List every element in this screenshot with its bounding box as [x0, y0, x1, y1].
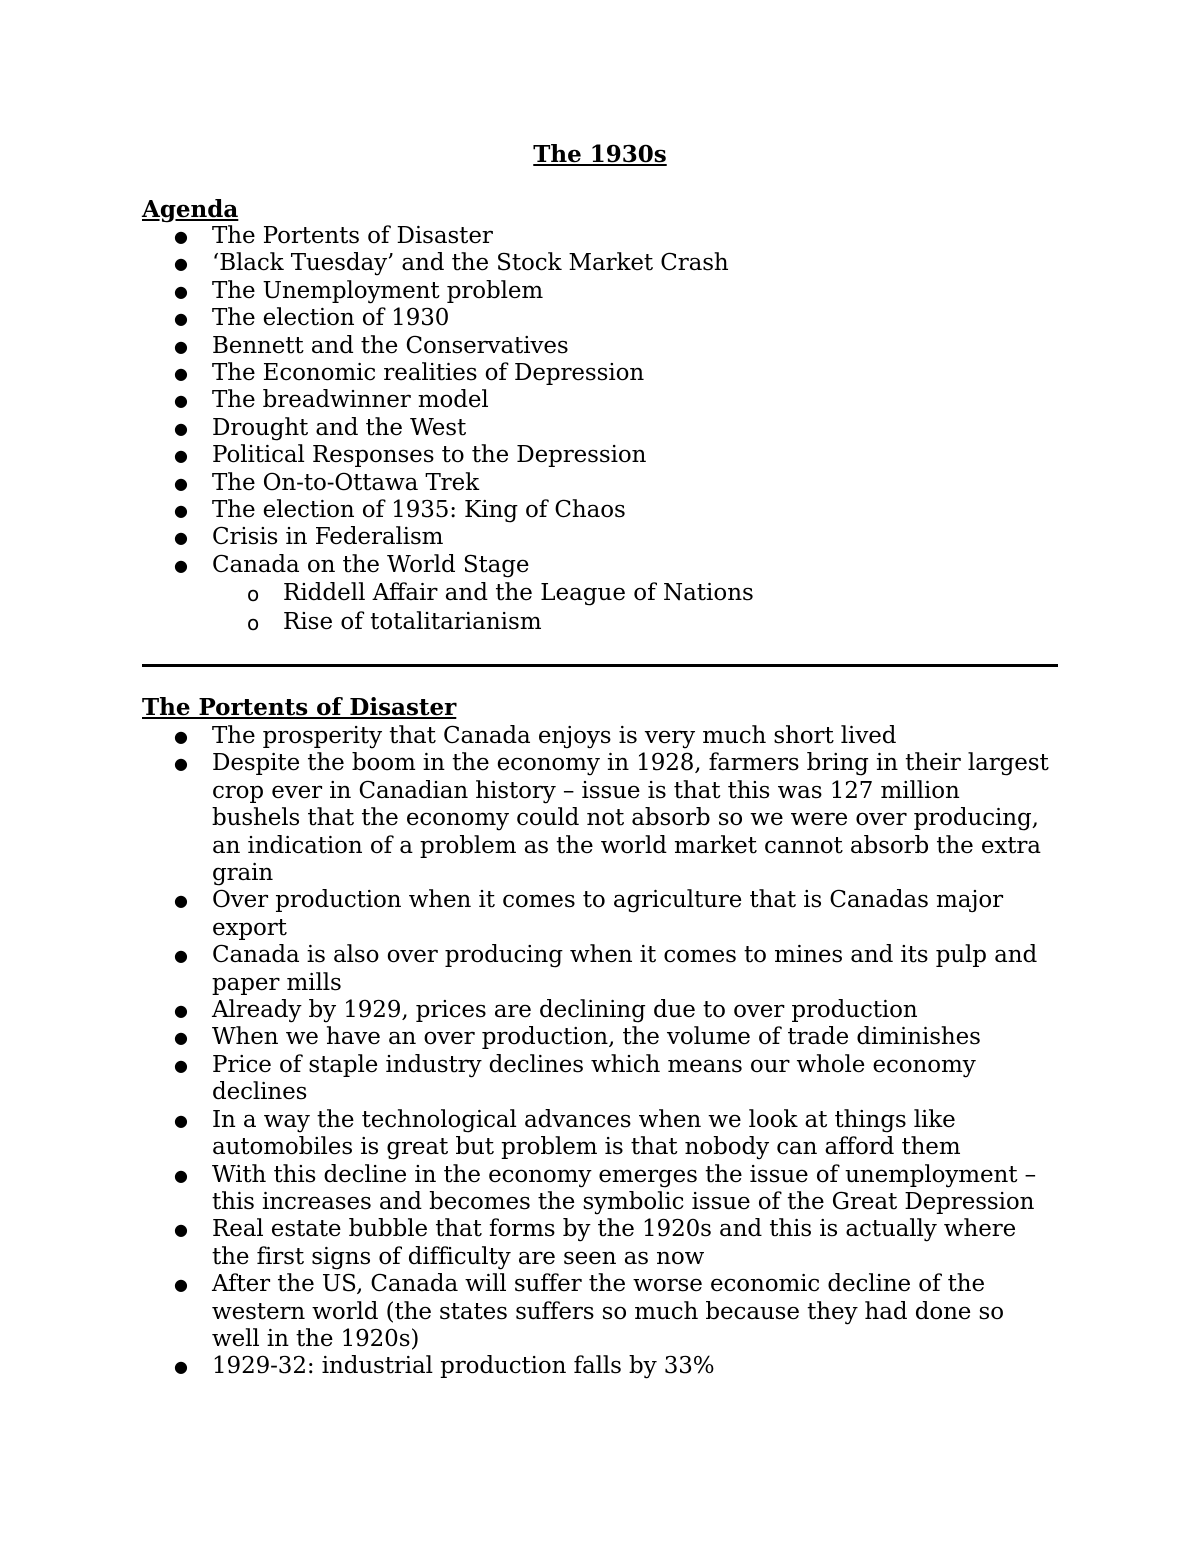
- bullet-icon: ●: [174, 391, 188, 411]
- bullet-icon: ●: [174, 446, 188, 466]
- bullet-icon: ●: [174, 336, 188, 356]
- bullet-icon: ●: [174, 501, 188, 521]
- bullet-icon: ●: [174, 1275, 188, 1295]
- bullet-icon: ●: [174, 1110, 188, 1130]
- portents-item-text: Price of staple industry declines which means our whole economy declines: [212, 1051, 976, 1106]
- bullet-icon: ●: [174, 754, 188, 774]
- bullet-icon: ●: [174, 946, 188, 966]
- agenda-item: [142, 415, 1052, 442]
- agenda-item: [142, 305, 1052, 332]
- agenda-item: [142, 552, 1052, 579]
- agenda-list: [142, 223, 1052, 637]
- portents-item-text: 1929-32: industrial production falls by 33%: [212, 1353, 715, 1380]
- bullet-icon: ●: [174, 364, 188, 384]
- portents-item-text: With this decline in the economy emerges the issue of unemployment – this increases and becomes the symbolic issue of the Great Depression: [212, 1161, 1036, 1215]
- portents-item: [142, 1353, 1052, 1380]
- hollow-bullet-icon: o: [247, 611, 260, 636]
- agenda-item-text: Bennett and the Conservatives: [212, 332, 569, 359]
- agenda-subitem: [142, 608, 1052, 637]
- bullet-icon: ●: [174, 555, 188, 575]
- agenda-item-text: The election of 1935: King of Chaos: [212, 497, 626, 524]
- agenda-item: [142, 524, 1052, 551]
- portents-item: [142, 887, 1052, 942]
- portents-heading: The Portents of Disaster: [142, 694, 457, 721]
- portents-item-text: The prosperity that Canada enjoys is very much short lived: [212, 723, 897, 749]
- agenda-item: [142, 497, 1052, 524]
- bullet-icon: ●: [174, 1357, 188, 1377]
- portents-item: [142, 1024, 1052, 1051]
- agenda-item: [142, 250, 1052, 277]
- bullet-icon: ●: [174, 528, 188, 548]
- portents-item-text: In a way the technological advances when we look at things like automobiles is great but problem is that nobody can afford them: [212, 1106, 961, 1161]
- agenda-item: [142, 333, 1052, 360]
- portents-item-text: Over production when it comes to agriculture that is Canadas major export: [212, 887, 1004, 941]
- agenda-item: [142, 442, 1052, 469]
- bullet-icon: ●: [174, 309, 188, 329]
- portents-item: [142, 1107, 1052, 1162]
- agenda-item: [142, 470, 1052, 497]
- bullet-icon: ●: [174, 1165, 188, 1185]
- horizontal-divider: [142, 664, 1058, 667]
- bullet-icon: ●: [174, 1055, 188, 1075]
- agenda-item-text: The On-to-Ottawa Trek: [212, 469, 479, 496]
- portents-item-text: Already by 1929, prices are declining due to over production: [212, 997, 918, 1024]
- portents-list: [142, 723, 1052, 1381]
- bullet-icon: ●: [174, 891, 188, 911]
- agenda-item-text: Political Responses to the Depression: [212, 442, 647, 469]
- agenda-item-text: The Economic realities of Depression: [212, 360, 645, 387]
- portents-item: [142, 1271, 1052, 1353]
- portents-item: [142, 750, 1052, 887]
- agenda-item-text: Drought and the West: [212, 414, 467, 441]
- agenda-subitem-text: Riddell Affair and the League of Nations: [283, 580, 754, 607]
- bullet-icon: ●: [174, 1028, 188, 1048]
- hollow-bullet-icon: o: [247, 582, 260, 607]
- agenda-item-text: The election of 1930: [212, 305, 450, 332]
- portents-item-text: Canada is also over producing when it comes to mines and its pulp and paper mills: [212, 942, 1038, 996]
- portents-item-text: After the US, Canada will suffer the worse economic decline of the western world (the states suffers so much because they had done so well in the 1920s): [212, 1271, 1004, 1352]
- bullet-icon: ●: [174, 1220, 188, 1240]
- bullet-icon: ●: [174, 418, 188, 438]
- agenda-item-text: The Unemployment problem: [212, 277, 544, 304]
- portents-item: [142, 1216, 1052, 1271]
- agenda-item: [142, 223, 1052, 250]
- portents-item-text: Real estate bubble that forms by the 1920s and this is actually where the first signs of difficulty are seen as now: [212, 1216, 1017, 1270]
- bullet-icon: ●: [174, 1001, 188, 1021]
- portents-item: [142, 723, 1052, 750]
- bullet-icon: ●: [174, 281, 188, 301]
- agenda-item-text: Crisis in Federalism: [212, 524, 444, 551]
- agenda-item: [142, 278, 1052, 305]
- portents-item-text: When we have an over production, the volume of trade diminishes: [212, 1024, 981, 1051]
- agenda-item-text: The breadwinner model: [212, 387, 489, 414]
- agenda-subitem: [142, 579, 1052, 608]
- agenda-heading: Agenda: [142, 196, 239, 223]
- document-title: The 1930s: [533, 141, 667, 168]
- portents-item: [142, 1052, 1052, 1107]
- portents-item: [142, 942, 1052, 997]
- bullet-icon: ●: [174, 473, 188, 493]
- bullet-icon: ●: [174, 727, 188, 746]
- agenda-item-text: ‘Black Tuesday’ and the Stock Market Crash: [212, 250, 729, 277]
- portents-item: [142, 1162, 1052, 1217]
- bullet-icon: ●: [174, 227, 188, 246]
- agenda-item: [142, 387, 1052, 414]
- agenda-item-text: The Portents of Disaster: [212, 223, 493, 249]
- portents-item: [142, 997, 1052, 1024]
- agenda-item-text: Canada on the World Stage: [212, 551, 530, 578]
- bullet-icon: ●: [174, 254, 188, 274]
- agenda-item: [142, 360, 1052, 387]
- portents-item-text: Despite the boom in the economy in 1928, farmers bring in their largest crop ever in Canadian history – issue is that this was 127 million bushels that the economy could not absorb so we were over producing, an indication of a problem as the world market cannot absorb the extra grain: [212, 750, 1049, 887]
- agenda-subitem-text: Rise of totalitarianism: [283, 609, 542, 636]
